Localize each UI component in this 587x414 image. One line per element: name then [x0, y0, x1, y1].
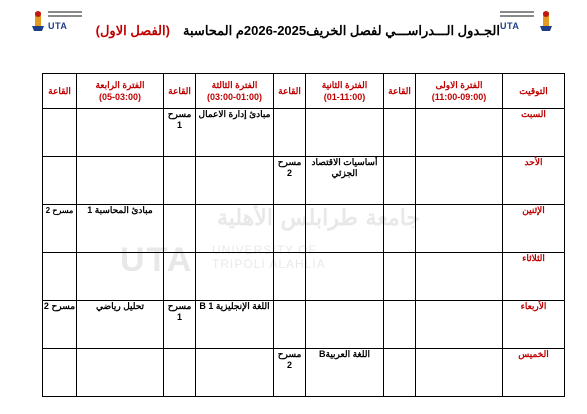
header-room-1: القاعة: [384, 74, 416, 109]
period-1-course: [416, 157, 503, 205]
schedule-table: [42, 73, 565, 397]
logo-arabic-text: [500, 11, 534, 19]
period-2-course: [306, 109, 384, 157]
period-3-room: [164, 157, 196, 205]
period-4-course: [77, 109, 164, 157]
day-row-wednesday: [43, 301, 565, 349]
day-row-saturday: [43, 109, 565, 157]
period-3-course: [196, 205, 274, 253]
watermark-english-line2: TRIPOLI ALAHLIA: [212, 257, 326, 271]
period-3-course: مبادئ إدارة الاعمال: [196, 109, 274, 157]
period-3-course: [196, 349, 274, 397]
university-emblem-icon: [538, 10, 554, 32]
day-label: الإثنين: [503, 205, 565, 253]
logo-text: UTA: [48, 21, 68, 31]
period-4-course: [77, 349, 164, 397]
period-4-room: مسرح 2: [43, 205, 77, 253]
header-period-1: [416, 74, 503, 109]
period-4-room: مسرح 2: [43, 301, 77, 349]
logo-arabic-text: [48, 11, 82, 19]
day-row-sunday: [43, 157, 565, 205]
period-1-room: [384, 253, 416, 301]
period-3-room: مسرح 1: [164, 301, 196, 349]
period-1-course: [416, 205, 503, 253]
period-3-course: اللغة الإنجليزية B 1: [196, 301, 274, 349]
page-title: [95, 20, 500, 40]
period-4-course: [77, 157, 164, 205]
header-row: [43, 74, 565, 109]
header-period-4: [77, 74, 164, 109]
university-emblem-icon: [30, 10, 46, 32]
day-label: الأحد: [503, 157, 565, 205]
day-row-monday: [43, 205, 565, 253]
period-1-course: [416, 301, 503, 349]
day-label: السبت: [503, 109, 565, 157]
header-room-3: القاعة: [164, 74, 196, 109]
period-2-course: [306, 205, 384, 253]
watermark-english-line1: UNIVERSITY OF: [212, 243, 317, 257]
period-1-course: [416, 349, 503, 397]
watermark-arabic: جامعة طرابلس الأهلية: [216, 205, 420, 231]
watermark-acronym: UTA: [120, 241, 194, 279]
period-2-course: أساسيات الاقتصاد الجزئي: [306, 157, 384, 205]
day-label: الخميس: [503, 349, 565, 397]
day-label: الثلاثاء: [503, 253, 565, 301]
period-2-room: [274, 253, 306, 301]
header-period-2: [306, 74, 384, 109]
period-3-room: [164, 205, 196, 253]
period-4-room: [43, 349, 77, 397]
header-room-4: القاعة: [43, 74, 77, 109]
period-4-time: (05-03:00): [98, 92, 142, 102]
period-2-course: [306, 301, 384, 349]
period-4-course: مبادئ المحاسبة 1: [77, 205, 164, 253]
period-1-room: [384, 157, 416, 205]
period-4-course: [77, 253, 164, 301]
header-room-2: القاعة: [274, 74, 306, 109]
schedule-title: الجـدول الـــدراســـي لفصل الخريف2025-2026م المحاسبة: [183, 23, 500, 38]
period-4-room: [43, 157, 77, 205]
period-2-title: الفترة الثانية: [321, 80, 368, 90]
period-2-room: [274, 301, 306, 349]
period-1-title: الفترة الاولى: [435, 80, 483, 90]
day-label: الأربعاء: [503, 301, 565, 349]
period-1-room: [384, 301, 416, 349]
period-2-course: اللغة العربيةB: [306, 349, 384, 397]
period-4-room: [43, 253, 77, 301]
period-2-course: [306, 253, 384, 301]
period-2-time: (01-11:00): [323, 92, 366, 102]
period-3-time: (03:00-01:00): [206, 92, 263, 102]
period-3-room: [164, 253, 196, 301]
semester-label: (الفصل الاول): [95, 23, 170, 38]
logo-text: UTA: [500, 21, 520, 31]
period-1-room: [384, 349, 416, 397]
day-row-thursday: [43, 349, 565, 397]
period-4-course: تحليل رياضي: [77, 301, 164, 349]
period-2-room: [274, 109, 306, 157]
period-2-room: [274, 205, 306, 253]
period-1-course: [416, 253, 503, 301]
period-1-course: [416, 109, 503, 157]
period-4-room: [43, 109, 77, 157]
period-3-course: [196, 157, 274, 205]
day-row-tuesday: [43, 253, 565, 301]
period-4-title: الفترة الرابعة: [95, 80, 145, 90]
period-2-room: مسرح 2: [274, 349, 306, 397]
header-time: التوقيت: [503, 74, 565, 109]
period-3-course: [196, 253, 274, 301]
header-period-3: [196, 74, 274, 109]
period-1-time: (11:00-09:00): [431, 92, 487, 102]
period-1-room: [384, 205, 416, 253]
period-3-room: [164, 349, 196, 397]
period-3-title: الفترة الثالثة: [211, 80, 258, 90]
university-logo-left: [30, 8, 102, 36]
period-2-room: مسرح 2: [274, 157, 306, 205]
period-3-room: مسرح 1: [164, 109, 196, 157]
period-1-room: [384, 109, 416, 157]
